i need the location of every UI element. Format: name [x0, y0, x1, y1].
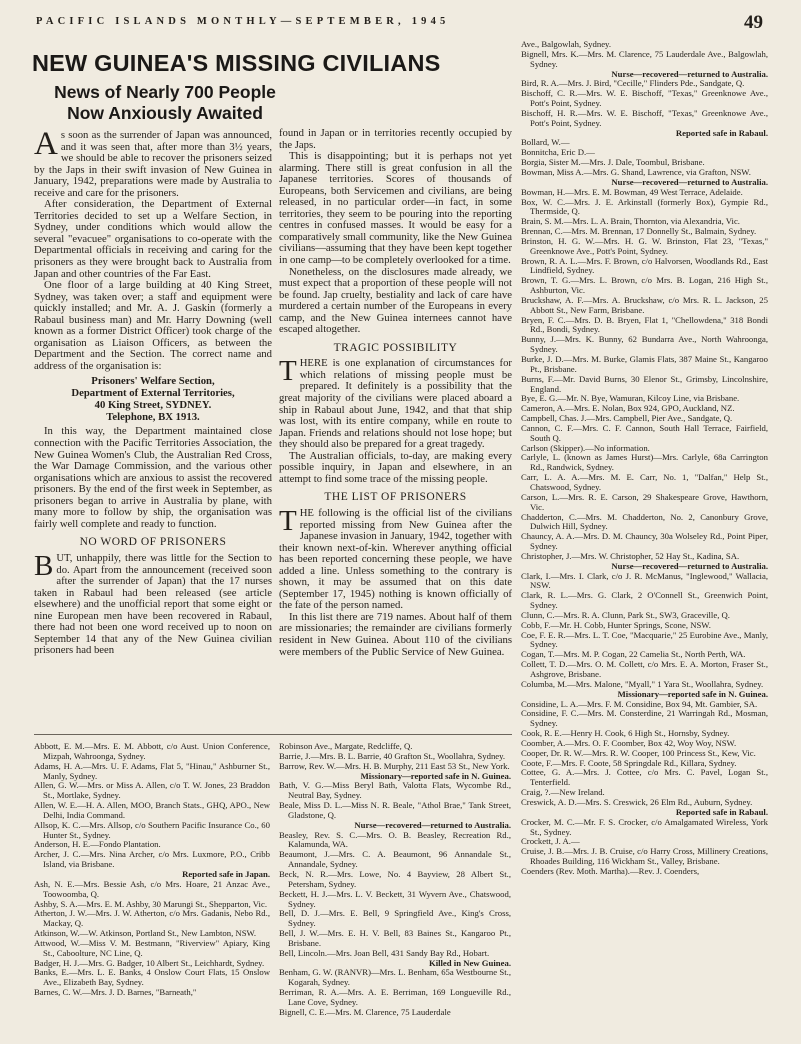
- article-title-block: [32, 50, 441, 124]
- paragraph: This is disappointing; but it is perhaps not yet alarming. There still is great confusion in all the Japanese territories. Scores of thousands of Europeans, both Servicemen and civilians, are being released, in no particular order—in fact, in some territories, they seem to be pouring into the reporting centres in confused masses. It would be easy for a comparatively small community, like the New Guinea civilians—assuming that they have been kept together in one camp—to be completely overlooked for a time.: [279, 150, 512, 267]
- list-entry: Cogan, T.—Mrs. M. P. Cogan, 22 Camelia St., North Perth, WA.: [521, 649, 746, 660]
- paragraph: Nonetheless, on the disclosures made already, we must expect that a proportion of these people will not be found. Jap cruelty, bestiality and lack of care have murdered a certain number of the Europeans in every camp, and the New Guinea internees cannot have escaped altogether.: [279, 265, 512, 336]
- list-entry: Box, W. C.—Mrs. J. E. Arkinstall (formerly Box), Gympie Rd., Thermside, Q.: [521, 196, 768, 217]
- list-entry: Berriman, R. A.—Mrs. A. E. Berriman, 169 Longueville Rd., Lane Cove, Sydney.: [279, 987, 511, 1007]
- status-note: Nurse—recovered—returned to Australia.: [611, 560, 768, 571]
- list-entry: Beck, N. R.—Mrs. Lowe, No. 4 Bayview, 28 Albert St., Petersham, Sydney.: [279, 868, 511, 889]
- list-entry: Bell, J. W.—Mrs. E. H. V. Bell, 83 Baines St., Kangaroo Pt., Brisbane.: [279, 928, 511, 948]
- address-line: Department of External Territories,: [71, 387, 235, 400]
- address-block: [34, 375, 272, 423]
- list-entry: Ashby, S. A.—Mrs. E. M. Ashby, 30 Marungi St., Shepparton, Vic.: [34, 898, 267, 909]
- list-entry: Bignell, Mrs. K.—Mrs. M. Clarence, 75 Lauderdale Ave., Balgowlah, Sydney.: [521, 48, 768, 69]
- list-entry: Archer, J. C.—Mrs. Nina Archer, c/o Mrs. Luxmore, P.O., Cribb Island, via Brisbane.: [34, 849, 270, 870]
- list-entry: Coe, F. E. R.—Mrs. L. T. Coe, "Macquarie," 25 Eurobine Ave., Manly, Sydney.: [521, 629, 768, 650]
- list-entry: Cobb, F.—Mr. H. Cobb, Hunter Springs, Scone, NSW.: [521, 619, 711, 630]
- list-entry: Abbott, E. M.—Mrs. E. M. Abbott, c/o Aust. Union Conference, Mizpah, Wahroonga, Sydney.: [34, 741, 270, 761]
- list-entry: Bignell, C. E.—Mrs. M. Clarence, 75 Lauderdale: [279, 1006, 451, 1017]
- list-entry: Carson, L.—Mrs. R. E. Carson, 29 Shakespeare Grove, Hawthorn, Vic.: [521, 491, 768, 512]
- list-entry: Brown, T. G.—Mrs. L. Brown, c/o Mrs. B. Logan, 216 High St., Ashburton, Vic.: [521, 275, 768, 296]
- paragraph-text: UT, unhappily, there was little for the Section to do. Apart from the announcement (received soon after the surrender of Japan) that the 17 nurses taken in Rabaul had been released (see article elsewhere) and the unofficial report that some eight or nine European men have been recovered in Rabaul, there had not been one word received up to noon on September 14 that any of the New Guinea civilian prisoners had been: [34, 551, 272, 657]
- paragraph: The Australian officials, to-day, are making every possible inquiry, in Japan and elsewhere, in an attempt to find some trace of the missing people.: [279, 449, 512, 485]
- list-entry: Carlyle, L. (known as James Hurst)—Mrs. Carlyle, 68a Carrington Rd., Randwick, Sydney.: [521, 452, 768, 473]
- list-entry: Badger, H. J.—Mrs. G. Badger, 10 Albert St., Leichhardt, Sydney.: [34, 957, 265, 968]
- list-entry: Collett, T. D.—Mrs. O. M. Collett, c/o Mrs. E. A. Morton, Fraser St., Ashgrove, Brisbane.: [521, 659, 768, 679]
- list-entry: Bell, D. J.—Mrs. E. Bell, 9 Springfield Ave., King's Cross, Sydney.: [279, 908, 511, 929]
- list-entry: Barrow, Rev. W.—Mrs. H. B. Murphy, 211 East 53 St., New York.: [279, 760, 510, 771]
- status-note: Reported safe in Rabaul.: [675, 806, 768, 817]
- list-entry: Adams, H. A.—Mrs. U. F. Adams, Flat 5, "Hinau," Ashburner St., Manly, Sydney.: [34, 760, 270, 781]
- paragraph: [279, 504, 512, 612]
- drop-cap: T: [279, 355, 297, 388]
- list-entry: Burke, J. D.—Mrs. M. Burke, Glamis Flats, 387 Maine St., Kangaroo Pt., Brisbane.: [521, 354, 768, 374]
- status-note: Reported safe in Rabaul.: [675, 127, 768, 138]
- list-entry: Brown, R. A. L.—Mrs. F. Brown, c/o Halvorsen, Woodlands Rd., East Lindfield, Sydney.: [521, 255, 768, 276]
- subheadline: News of Nearly 700 People Now Anxiously Awaited: [54, 82, 276, 123]
- list-entry: Clunn, C.—Mrs. R. A. Clunn, Park St., SW3, Graceville, Q.: [521, 609, 730, 620]
- list-entry: Allen, W. E.—H. A. Allen, MOO, Branch Stats., GHQ, APO., New Delhi, India Command.: [34, 800, 270, 820]
- section-heading: TRAGIC POSSIBILITY: [333, 341, 458, 354]
- section-heading: THE LIST OF PRISONERS: [324, 491, 467, 504]
- paragraph: [34, 126, 272, 199]
- list-entry: Bonnitcha, Eric D.—: [521, 147, 595, 158]
- list-entry: Bowman, H.—Mrs. E. M. Bowman, 49 West Terrace, Adelaide.: [521, 186, 743, 197]
- list-entry: Columba, M.—Mrs. Malone, "Myall," 1 Yara St., Woollahra, Sydney.: [521, 678, 764, 689]
- list-entry: Clark, R. L.—Mrs. G. Clark, 2 O'Connell St., Greenwich Point, Sydney.: [521, 590, 768, 611]
- address-line: 40 King Street, SYDNEY.: [94, 399, 212, 412]
- list-entry: Chadderton, C.—Mrs. M. Chadderton, No. 2, Canonbury Grove, Dulwich Hill, Sydney.: [521, 511, 768, 532]
- address-line: Prisoners' Welfare Section,: [91, 375, 215, 388]
- list-entry: Cottee, G. A.—Mrs. J. Cottee, c/o Mrs. C. Pavel, Logan St., Tenterfield.: [521, 767, 768, 788]
- list-entry: Barrie, J.—Mrs. B. L. Barrie, 40 Grafton St., Woollahra, Sydney.: [279, 750, 506, 761]
- list-entry: Attwood, W.—Miss V. M. Bestmann, "Riverview" Apiary, King St., Caboolture, NC Line, Q.: [34, 937, 270, 958]
- list-entry: Beaumont, J.—Mrs. C. A. Beaumont, 96 Annandale St., Annandale, Sydney.: [279, 849, 511, 870]
- list-entry: Barnes, C. W.—Mrs. J. D. Barnes, "Barneath,": [34, 987, 197, 998]
- list-entry: Creswick, A. D.—Mrs. S. Creswick, 26 Elm Rd., Auburn, Sydney.: [521, 796, 753, 807]
- list-entry: Carr, L. A. A.—Mrs. M. E. Carr, No. 1, "Dalfan," Help St., Chatswood, Sydney.: [521, 472, 768, 492]
- list-entry: Atherton, J. W.—Mrs. J. W. Atherton, c/o Mrs. Gadanis, Nebo Rd., Mackay, Q.: [34, 908, 270, 929]
- paragraph: One floor of a large building at 40 King Street, Sydney, was taken over; a staff and equipment were quickly installed; and Mr. A. J. Gaskin (formerly a Rabaul business man) and Mr. Harry Downing (well known as a former District Officer) took charge of the organisation as Liaison Officers, as between the Department and the Section. The correct name and address of the organisation is:: [34, 279, 272, 372]
- list-entry: Beale, Miss D. L.—Miss N. R. Beale, "Athol Brae," Tank Street, Gladstone, Q.: [279, 800, 511, 820]
- list-entry: Bischoff, H. R.—Mrs. W. E. Bischoff, "Texas," Greenknowe Ave., Pott's Point, Sydney.: [521, 107, 768, 128]
- paragraph: found in Japan or in territories recently occupied by the Japs.: [279, 127, 512, 151]
- list-entry: Atkinson, W.—W. Atkinson, Portland St., New Lambton, NSW.: [34, 928, 257, 939]
- page-number: 49: [744, 12, 763, 33]
- list-entry: Cooper, Dr. R. W.—Mrs. R. W. Cooper, 100 Princess St., Kew, Vic.: [521, 747, 756, 758]
- list-entry: Crockett, J. A.—: [521, 836, 580, 847]
- missing-list-column-b: [279, 742, 511, 1018]
- list-entry: Considine, F. C.—Mrs. M. Consterdine, 21 Warringah Rd., Mosman, Sydney.: [521, 708, 768, 729]
- paragraph: In this list there are 719 names. About half of them are missionaries; the remainder are civilians formerly resident in New Guinea. About 110 of the civilians were members of the Public Service of New Guinea.: [279, 610, 512, 658]
- address-line: Telephone, BX 1913.: [106, 411, 200, 424]
- list-entry: Crocker, M. C.—Mr. F. S. Crocker, c/o Amalgamated Wireless, York St., Sydney.: [521, 816, 768, 837]
- section-heading: NO WORD OF PRISONERS: [79, 536, 227, 549]
- list-entry: Cruise, J. B.—Mrs. J. B. Cruise, c/o Harry Cross, Millinery Creations, Rhoades Building, 116 Wickham St., Valley, Brisbane.: [521, 846, 768, 867]
- status-note: Missionary—reported safe in N. Guinea.: [360, 770, 511, 781]
- list-entry: Ave., Balgowlah, Sydney.: [521, 39, 611, 49]
- list-entry: Christopher, J.—Mrs. W. Christopher, 52 Hay St., Kadina, SA.: [521, 550, 740, 561]
- list-entry: Beckett, H. J.—Mrs. L. V. Beckett, 31 Wyvern Ave., Chatswood, Sydney.: [279, 888, 511, 909]
- list-entry: Coomber, A.—Mrs. O. F. Coomber, Box 42, Woy Woy, NSW.: [521, 737, 737, 748]
- list-entry: Robinson Ave., Margate, Redcliffe, Q.: [279, 741, 413, 751]
- list-entry: Chauncy, A. A.—Mrs. D. M. Chauncy, 30a Wolseley Rd., Point Piper, Sydney.: [521, 531, 768, 552]
- headline: NEW GUINEA'S MISSING CIVILIANS: [32, 50, 441, 76]
- list-entry: Bird, R. A.—Mrs. J. Bird, "Cecille," Flinders Pde., Sandgate, Q.: [521, 78, 745, 89]
- status-note: Nurse—recovered—returned to Australia.: [354, 819, 511, 830]
- list-entry: Bischoff, C. R.—Mrs. W. E. Bischoff, "Texas," Greenknowe Ave., Pott's Point, Sydney.: [521, 88, 768, 109]
- paragraph-text: HE following is the official list of the civilians reported missing from New Guinea after the Japanese invasion in January, 1942, together with their known next-of-kin. Wherever anything official has been reported concerning these people, we have added a line. Unless something to the contrary is shown, it may be assumed that on this date (September 17, 1945) nothing is known officially of the fate of the person named.: [279, 506, 512, 612]
- list-entry: Allen, G. W.—Mrs. or Miss A. Allen, c/o T. W. Jones, 23 Braddon St., Mortlake, Sydney.: [34, 780, 270, 801]
- list-entry: Bath, V. G.—Miss Beryl Bath, Valotta Flats, Wycombe Rd., Neutral Bay, Sydney.: [279, 780, 511, 801]
- status-note: Nurse—recovered—returned to Australia.: [611, 176, 768, 187]
- article-column-1: [34, 126, 272, 657]
- list-entry: Considine, L. A.—Mrs. F. M. Considine, Box 94, Mt. Gambier, SA.: [521, 698, 758, 709]
- list-entry: Coote, F.—Mrs. F. Coote, 58 Springdale Rd., Killara, Sydney.: [521, 757, 737, 768]
- list-entry: Coenders (Rev. Moth. Martha).—Rev. J. Coenders,: [521, 865, 700, 876]
- list-entry: Bunny, J.—Mrs. K. Bunny, 62 Bundarra Ave., North Wahroonga, Sydney.: [521, 334, 768, 355]
- list-entry: Anderson, H. E.—Fondo Plantation.: [34, 839, 161, 850]
- list-entry: Cook, R. E.—Henry H. Cook, 6 High St., Hornsby, Sydney.: [521, 728, 730, 739]
- list-entry: Craig, ?.—New Ireland.: [521, 787, 605, 798]
- list-entry: Brennan, C.—Mrs. M. Brennan, 17 Donnelly St., Balmain, Sydney.: [521, 226, 757, 237]
- list-entry: Allsop, K. C.—Mrs. Allsop, c/o Southern Pacific Insurance Co., 60 Hunter St., Sydney.: [34, 819, 270, 840]
- list-entry: Cannon, C. F.—Mrs. C. F. Cannon, South Hall Terrace, Fairfield, South Q.: [521, 422, 768, 443]
- list-entry: Bryen, F. C.—Mrs. D. B. Bryen, Flat 1, "Chellowdena," 318 Bondi Rd., Bondi, Sydney.: [521, 314, 768, 335]
- list-entry: Bollard, W.—: [521, 137, 570, 148]
- column-divider-rule: [34, 734, 512, 735]
- list-entry: Brinston, H. G. W.—Mrs. H. G. W. Brinston, Flat 23, "Texas," Greenknowe Ave., Pott's Point, Sydney.: [521, 235, 768, 256]
- list-entry: Burns, F.—Mr. David Burns, 30 Elenor St., Grimsby, Lincolnshire, England.: [521, 373, 768, 394]
- status-note: Killed in New Guinea.: [428, 957, 511, 968]
- list-entry: Beasley, Rev. S. C.—Mrs. O. B. Beasley, Recreation Rd., Kalamunda, WA.: [279, 829, 511, 850]
- drop-cap: T: [279, 504, 297, 537]
- running-head: PACIFIC ISLANDS MONTHLY—SEPTEMBER, 1945: [36, 16, 450, 27]
- list-entry: Clark, I.—Mrs. I. Clark, c/o J. R. McManus, "Inglewood," Wallacia, NSW.: [521, 570, 768, 591]
- missing-list-column-c: [521, 40, 768, 877]
- list-entry: Bruckshaw, A. F.—Mrs. A. Bruckshaw, c/o Mrs. R. L. Jackson, 25 Abbott St., New Farm, Brisbane.: [521, 294, 768, 315]
- drop-cap: B: [34, 549, 54, 582]
- list-entry: Banks, E.—Mrs. L. E. Banks, 4 Onslow Court Flats, 15 Onslow Ave., Elizabeth Bay, Sydney.: [34, 967, 270, 988]
- list-entry: Brain, S. M.—Mrs. L. A. Brain, Thornton, via Alexandria, Vic.: [521, 216, 740, 227]
- list-entry: Benham, G. W. (RANVR)—Mrs. L. Benham, 65a Westbourne St., Kogarah, Sydney.: [279, 967, 511, 988]
- list-entry: Carlson (Skipper).—No information.: [521, 442, 650, 453]
- list-entry: Borgia, Sister M.—Mrs. J. Dale, Toombul, Brisbane.: [521, 157, 705, 168]
- list-entry: Cameron, A.—Mrs. E. Nolan, Box 924, GPO, Auckland, NZ.: [521, 403, 735, 414]
- list-entry: Bowman, Miss A.—Mrs. G. Shand, Lawrence, via Grafton, NSW.: [521, 166, 751, 177]
- drop-cap: A: [34, 126, 58, 162]
- status-note: Nurse—recovered—returned to Australia.: [611, 68, 768, 79]
- paragraph: In this way, the Department maintained close connection with the Pacific Territories Association, the New Guinea Women's Club, the Australian Red Cross, the War Damage Commission, and the various other organisations which are anxious to assist the recovered prisoners. By the end of the first week in September, as prisoners began to arrive in Australia by plane, with many more to follow by ship, the organisation was fairly well complete and ready to function.: [34, 425, 272, 530]
- missing-list-column-a: [34, 742, 270, 998]
- list-entry: Ash, N. E.—Mrs. Bessie Ash, c/o Mrs. Hoare, 21 Anzac Ave., Toowoomba, Q.: [34, 878, 270, 899]
- list-entry: Campbell, Chas. J.—Mrs. Campbell, Pier Ave., Sandgate, Q.: [521, 413, 733, 424]
- paragraph-text: s soon as the surrender of Japan was announced, and it was seen that, after more than 3½ years, we should be able to recover the prisoners seized by the Japs in their swift invasion of New Guinea in January, 1942, preparations were made by Australia to receive and care for the prisoners.: [34, 129, 272, 199]
- paragraph: [34, 549, 272, 657]
- paragraph: [279, 355, 512, 451]
- list-entry: Bye, E. G.—Mr. N. Bye, Wamuran, Kilcoy Line, via Brisbane.: [521, 393, 740, 404]
- paragraph-text: HERE is one explanation of circumstances for which relations of missing people must be prepared. It definitely is a possibility that the great majority of the civilians were placed aboard a ship in Rabaul about June, 1942, and that that ship was lost, with its entire company, while en route to Japan. Friends and relations should not lose hope; but they should also be prepared for a great tragedy.: [279, 357, 512, 451]
- paragraph: After consideration, the Department of External Territories decided to set up a Welfare Section, in Sydney, under conditions which would allow the several "evacuee" organisations to co-operate with the Departmental officials in receiving and caring for the prisoners as they were brought back to Australia from Japan and other countries of the Far East.: [34, 198, 272, 280]
- status-note: Missionary—reported safe in N. Guinea.: [617, 688, 768, 699]
- article-column-2: [279, 128, 512, 658]
- list-entry: Bell, Lincoln.—Mrs. Joan Bell, 431 Sandy Bay Rd., Hobart.: [279, 947, 490, 958]
- status-note: Reported safe in Japan.: [182, 868, 270, 879]
